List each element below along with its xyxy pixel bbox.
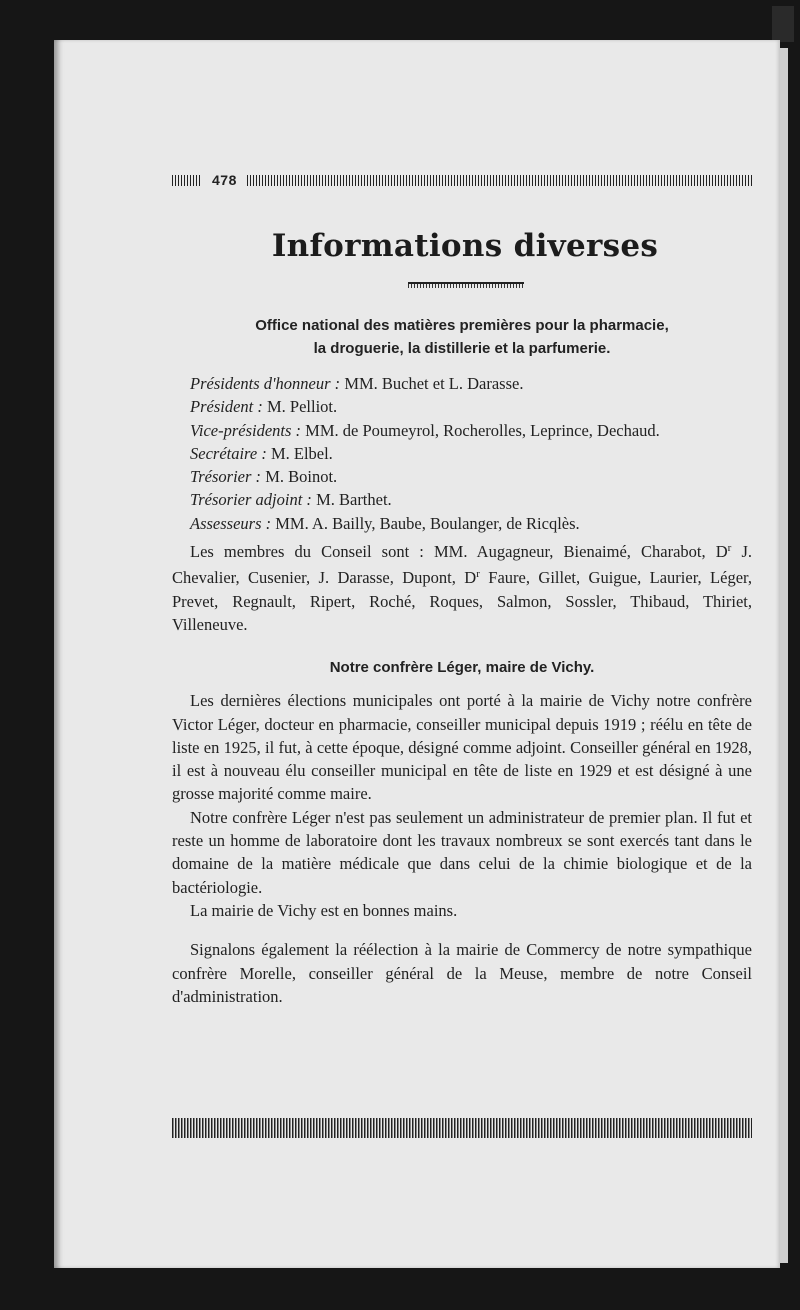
role-value: MM. A. Bailly, Baube, Boulanger, de Ricqlès. <box>275 513 580 533</box>
members-text-part1: Les membres du Conseil sont : MM. Augagneur, Bienaimé, Charabot, D <box>190 542 728 562</box>
role-label: Président : <box>190 397 263 417</box>
members-superscript-2: r <box>476 568 480 581</box>
role-value: M. Boinot. <box>265 467 338 487</box>
article-body <box>172 314 752 1008</box>
page-title: Informations diverses <box>271 228 659 264</box>
council-members-paragraph <box>172 537 752 636</box>
role-label: Assesseurs : <box>190 513 272 533</box>
commercy-paragraph: Signalons également la réélection à la mairie de Commercy de notre sympathique confrère Morelle, conseiller général de la Meuse, membre de notre Conseil d'administration. <box>172 940 752 1006</box>
role-value: M. Barthet. <box>316 490 392 510</box>
role-line <box>172 442 752 465</box>
role-value: M. Pelliot. <box>266 397 338 417</box>
role-label: Trésorier adjoint : <box>190 490 312 510</box>
binding-edge-mark <box>772 6 794 42</box>
footer-rule <box>172 1118 752 1138</box>
leger-paragraph-3: La mairie de Vichy est en bonnes mains. <box>190 900 458 920</box>
header-rule-left <box>172 175 202 186</box>
office-heading-line1: Office national des matières premières pour la pharmacie, <box>255 317 669 334</box>
office-heading-line2: la droguerie, la distillerie et la parfumerie. <box>313 340 611 357</box>
leger-heading: Notre confrère Léger, maire de Vichy. <box>329 659 595 677</box>
members-superscript-1: r <box>727 542 732 555</box>
leger-paragraph-2: Notre confrère Léger n'est pas seulement un administrateur de premier plan. Il fut et reste un homme de laboratoire dont les travaux nombreux se sont exercés tant dans le domaine de la matière médicale que dans celui de la chimie biologique et de la bactériologie. <box>172 807 752 897</box>
header-rule-right <box>247 175 752 186</box>
role-line <box>172 419 752 442</box>
role-label: Présidents d'honneur : <box>190 374 341 393</box>
leger-paragraph-1: Les dernières élections municipales ont porté à la mairie de Vichy notre confrère Victor Léger, docteur en pharmacie, conseiller municipal depuis 1919 ; réélu en tête de liste en 1925, il fut, à cette époque, désigné comme adjoint. Conseiller général en 1928, il est à nouveau élu conseiller municipal en tête de liste en 1929 et est désigné à une grosse majorité comme maire. <box>172 691 752 804</box>
role-label: Vice-présidents : <box>190 420 302 440</box>
title-underline <box>408 282 524 288</box>
page-edge <box>780 48 788 1263</box>
members-text-part3: Faure, Gillet, Guigue, Laurier, Léger, Prevet, Regnault, Ripert, Roché, Roques, Salmon, Sossler, Thibaud, Thiriet, Villeneuve. <box>172 568 752 634</box>
role-line <box>172 372 752 395</box>
role-line <box>172 395 752 418</box>
role-value: MM. Buchet et L. Darasse. <box>344 374 524 393</box>
page-number: 478 <box>212 172 237 188</box>
role-label: Secrétaire : <box>190 443 267 463</box>
role-line <box>172 512 752 535</box>
role-value: M. Elbel. <box>270 443 333 463</box>
role-line <box>172 488 752 511</box>
office-roles-list <box>172 372 752 535</box>
role-line <box>172 465 752 488</box>
page-header <box>172 170 752 190</box>
members-text-part2: J. Chevalier, Cusenier, J. Darasse, Dupont, D <box>172 542 752 588</box>
role-label: Trésorier : <box>190 467 262 487</box>
role-value: MM. de Poumeyrol, Rocherolles, Leprince, Dechaud. <box>305 420 660 440</box>
